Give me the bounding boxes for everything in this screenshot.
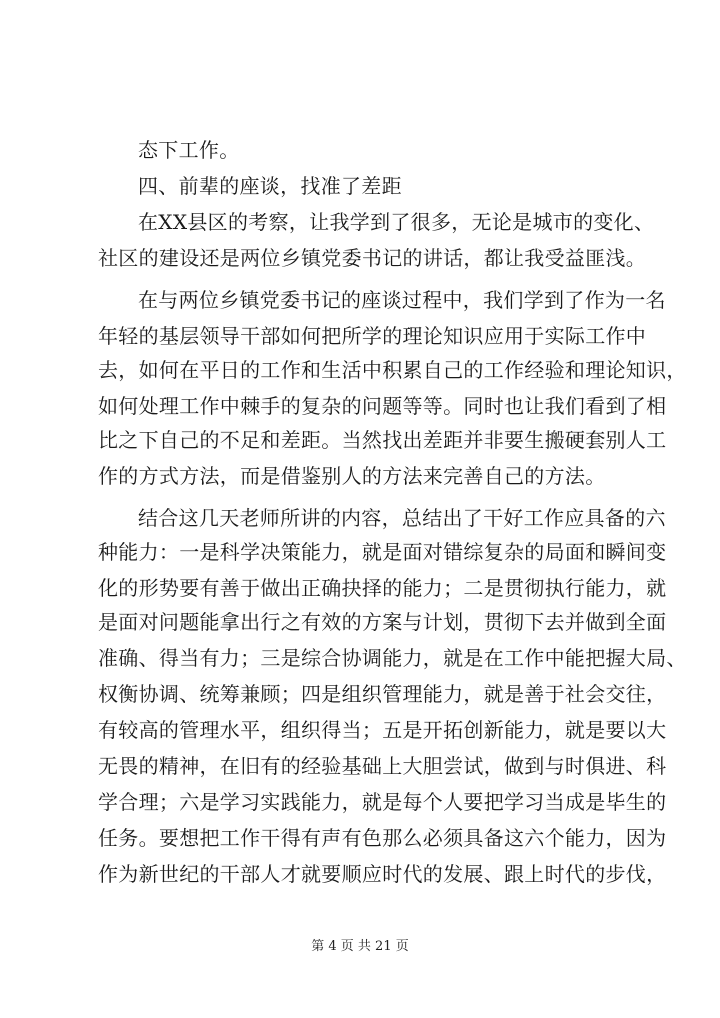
paragraph-line: 在XX县区的考察，让我学到了很多，无论是城市的变化、 — [138, 210, 655, 234]
paragraph-line: 年轻的基层领导干部如何把所学的理论知识应用于实际工作中 — [98, 324, 647, 348]
paragraph-line: 有较高的管理水平，组织得当；五是开拓创新能力，就是要以大 — [98, 718, 667, 742]
page-number-footer: 第 4 页 共 21 页 — [311, 939, 409, 954]
paragraph-line: 态下工作。 — [138, 138, 240, 162]
paragraph-line: 化的形势要有善于做出正确抉择的能力；二是贯彻执行能力，就 — [98, 576, 667, 600]
section-heading: 四、前辈的座谈，找准了差距 — [138, 174, 402, 198]
paragraph-line: 无畏的精神，在旧有的经验基础上大胆尝试，做到与时俱进、科 — [98, 754, 667, 778]
paragraph-line: 种能力：一是科学决策能力，就是面对错综复杂的局面和瞬间变 — [98, 540, 667, 564]
paragraph-line: 是面对问题能拿出行之有效的方案与计划，贯彻下去并做到全面 — [98, 610, 667, 634]
paragraph-line: 作的方式方法，而是借鉴别人的方法来完善自己的方法。 — [98, 464, 606, 488]
paragraph-line: 作为新世纪的干部人才就要顺应时代的发展、跟上时代的步伐， — [98, 862, 667, 886]
paragraph-line: 准确、得当有力；三是综合协调能力，就是在工作中能把握大局、 — [98, 646, 687, 670]
paragraph-line: 去，如何在平日的工作和生活中积累自己的工作经验和理论知识， — [98, 358, 687, 382]
paragraph-line: 结合这几天老师所讲的内容，总结出了干好工作应具备的六 — [138, 506, 666, 530]
paragraph-line: 社区的建设还是两位乡镇党委书记的讲话，都让我受益匪浅。 — [98, 246, 647, 270]
paragraph-line: 权衡协调、统筹兼顾；四是组织管理能力，就是善于社会交往， — [98, 682, 667, 706]
paragraph-line: 如何处理工作中棘手的复杂的问题等等。同时也让我们看到了相 — [98, 394, 667, 418]
paragraph-line: 任务。要想把工作干得有声有色那么必须具备这六个能力，因为 — [98, 826, 667, 850]
paragraph-line: 比之下自己的不足和差距。当然找出差距并非要生搬硬套别人工 — [98, 428, 667, 452]
paragraph-line: 在与两位乡镇党委书记的座谈过程中，我们学到了作为一名 — [138, 288, 666, 312]
paragraph-line: 学合理；六是学习实践能力，就是每个人要把学习当成是毕生的 — [98, 790, 667, 814]
